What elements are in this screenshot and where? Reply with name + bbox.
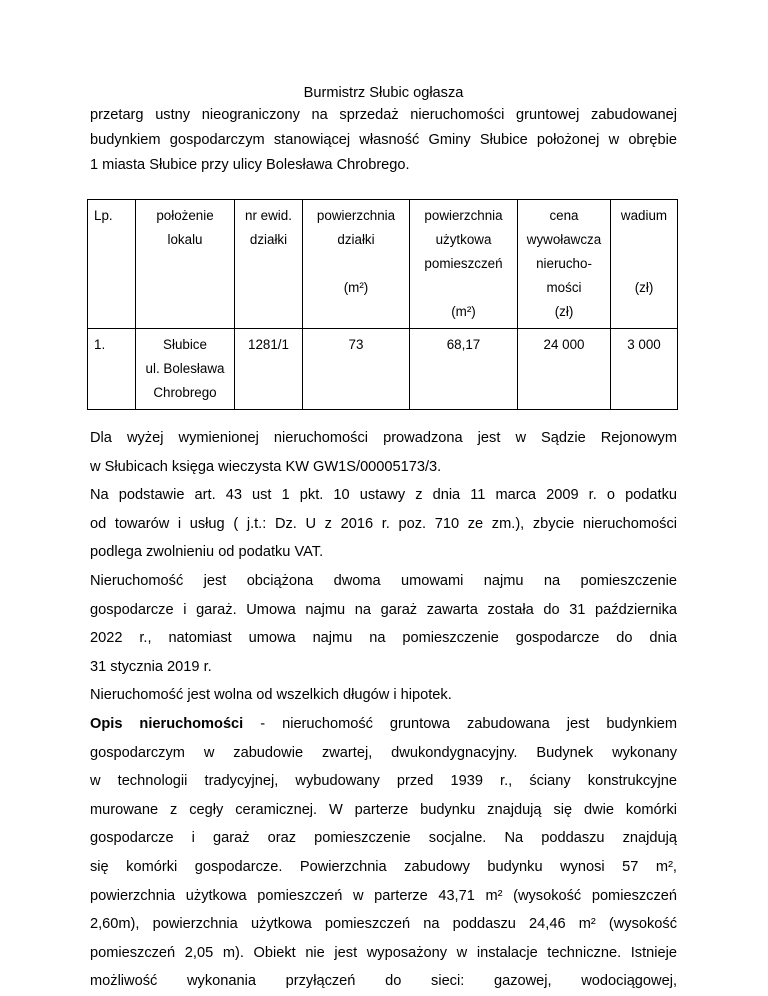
body-line: w technologii tradycyjnej, wybudowany przed 1939 r., ściany konstrukcyjne [90,773,677,790]
header-wadium: wadium (zł) [611,200,678,329]
cell-pow-uzytkowa: 68,17 [410,329,518,410]
announcement-title: Burmistrz Słubic ogłasza [303,85,464,101]
intro-line: przetarg ustny nieograniczony na sprzedaż nieruchomości gruntowej zabudowanej [90,107,677,123]
body-line: podlega zwolnieniu od podatku VAT. [90,544,324,561]
cell-wadium: 3 000 [611,329,678,410]
table-row [88,329,678,410]
body-line: Dla wyżej wymienionej nieruchomości prowadzona jest w Sądzie Rejonowym [90,430,677,446]
intro-line: budynkiem gospodarczym stanowiącej własność Gminy Słubice położonej w obrębie [90,132,677,148]
cell-pow-dzialki: 73 [303,329,410,410]
body-line-opis [90,710,677,739]
body-line: 2,60m), powierzchnia użytkowa pomieszczeń na poddaszu 24,46 m² (wysokość [90,916,677,933]
cell-nr-ewid: 1281/1 [235,329,303,410]
intro-line: 1 miasta Słubice przy ulicy Bolesława Chrobrego. [90,157,410,173]
body-line: pomieszczeń 2,05 m). Obiekt nie jest wyposażony w instalacje techniczne. Istnieje [90,944,677,961]
cell-cena: 24 000 [518,329,611,410]
opis-label: Opis nieruchomości [90,715,244,732]
header-pow-dzialki: powierzchnia działki (m²) [303,200,410,329]
body-line: powierzchnia użytkowa pomieszczeń w parterze 43,71 m² (wysokość pomieszczeń [90,887,677,904]
body-line: gospodarczym w zabudowie zwartej, dwukondygnacyjny. Budynek wykonany [90,744,677,761]
body-line: gospodarcze i garaż oraz pomieszczenie socjalne. Na poddaszu znajdują [90,830,677,847]
table-header-row [88,200,678,329]
body-line: Nieruchomość jest wolna od wszelkich długów i hipotek. [90,687,452,704]
body-text [90,424,677,996]
opis-text: - nieruchomość gruntowa zabudowana jest budynkiem [260,715,677,732]
header-polozenie: położenie lokalu [136,200,235,329]
body-line: możliwość wykonania przyłączeń do sieci: gazowej, wodociągowej, [90,973,677,990]
body-line: w Słubicach księga wieczysta KW GW1S/00005173/3. [90,458,442,475]
body-line: Nieruchomość jest obciążona dwoma umowami najmu na pomieszczenie [90,572,677,589]
property-table [87,199,678,410]
body-line: 31 stycznia 2019 r. [90,658,212,675]
header-cena: cena wywoławcza nierucho- mości (zł) [518,200,611,329]
body-line: 2022 r., natomiast umowa najmu na pomieszczenie gospodarcze do dnia [90,630,677,647]
cell-polozenie: Słubice ul. Bolesława Chrobrego [136,329,235,410]
body-line: Na podstawie art. 43 ust 1 pkt. 10 ustawy z dnia 11 marca 2009 r. o podatku [90,487,677,504]
header-nr-ewid: nr ewid. działki [235,200,303,329]
header-pow-uzytkowa: powierzchnia użytkowa pomieszczeń (m²) [410,200,518,329]
intro-paragraph [90,103,677,178]
body-line: gospodarcze i garaż. Umowa najmu na garaż zawarta została do 31 października [90,601,677,618]
header-lp: Lp. [88,200,136,329]
body-line: murowane z cegły ceramicznej. W parterze budynku znajdują się dwie komórki [90,801,677,818]
cell-lp: 1. [88,329,136,410]
body-line: się komórki gospodarcze. Powierzchnia zabudowy budynku wynosi 57 m², [90,858,677,875]
body-line: od towarów i usług ( j.t.: Dz. U z 2016 r. poz. 710 ze zm.), zbycie nieruchomości [90,515,677,532]
